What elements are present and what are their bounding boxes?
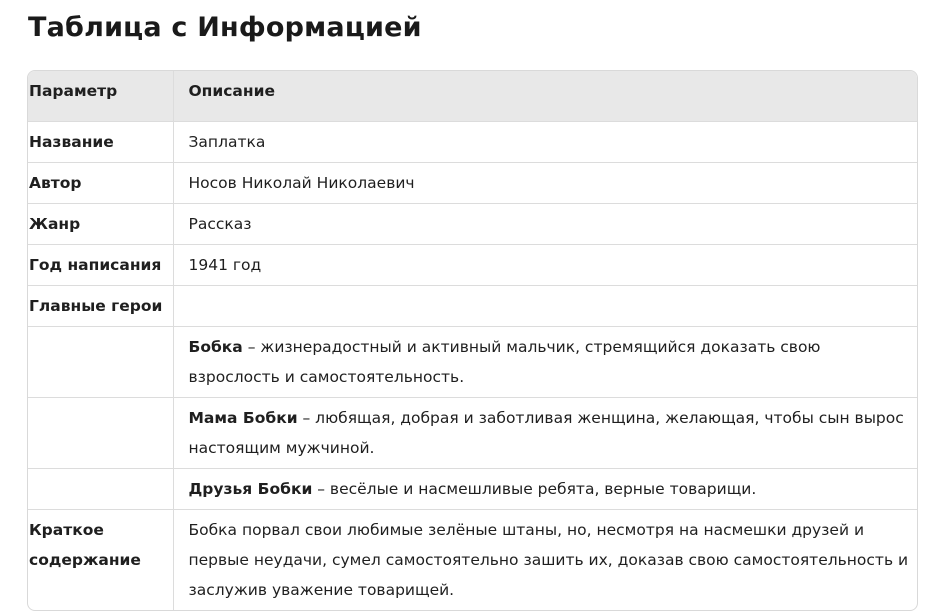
hero-name: Друзья Бобки — [188, 480, 313, 498]
column-header-parameter: Параметр — [28, 71, 173, 122]
param-cell: Год написания — [28, 245, 173, 286]
table-row-hero — [28, 398, 917, 469]
hero-name: Мама Бобки — [188, 409, 298, 427]
param-cell: Краткое содержание — [28, 510, 173, 611]
value-cell: 1941 год — [173, 245, 917, 286]
table-row-hero — [28, 469, 917, 510]
page-title: Таблица с Информацией — [28, 12, 422, 43]
table-row — [28, 122, 917, 163]
value-cell: Заплатка — [173, 122, 917, 163]
param-cell: Название — [28, 122, 173, 163]
table-header-row — [28, 71, 917, 122]
table-row — [28, 286, 917, 327]
table-row-hero — [28, 327, 917, 398]
param-cell: Главные герои — [28, 286, 173, 327]
empty-param-cell — [28, 469, 173, 510]
value-cell: Рассказ — [173, 204, 917, 245]
hero-cell — [173, 469, 917, 510]
hero-name: Бобка — [188, 338, 243, 356]
hero-cell — [173, 327, 917, 398]
hero-description: – весёлые и насмешливые ребята, верные товарищи. — [312, 480, 757, 498]
hero-description: – жизнерадостный и активный мальчик, стремящийся доказать свою взрослость и самостоятельность. — [188, 338, 821, 386]
value-cell: Бобка порвал свои любимые зелёные штаны, но, несмотря на насмешки друзей и первые неудачи, сумел самостоятельно зашить их, доказав свою самостоятельность и заслужив уважение товарищей. — [188, 521, 909, 599]
empty-param-cell — [28, 327, 173, 398]
param-cell: Автор — [28, 163, 173, 204]
value-cell — [173, 286, 917, 327]
table-row-summary — [28, 510, 917, 611]
table-row — [28, 245, 917, 286]
hero-description: – любящая, добрая и заботливая женщина, желающая, чтобы сын вырос настоящим мужчиной. — [188, 409, 904, 457]
hero-cell — [173, 398, 917, 469]
info-table — [27, 70, 918, 611]
table-row — [28, 163, 917, 204]
empty-param-cell — [28, 398, 173, 469]
param-cell: Жанр — [28, 204, 173, 245]
value-cell: Носов Николай Николаевич — [173, 163, 917, 204]
column-header-description: Описание — [173, 71, 917, 122]
table-row — [28, 204, 917, 245]
